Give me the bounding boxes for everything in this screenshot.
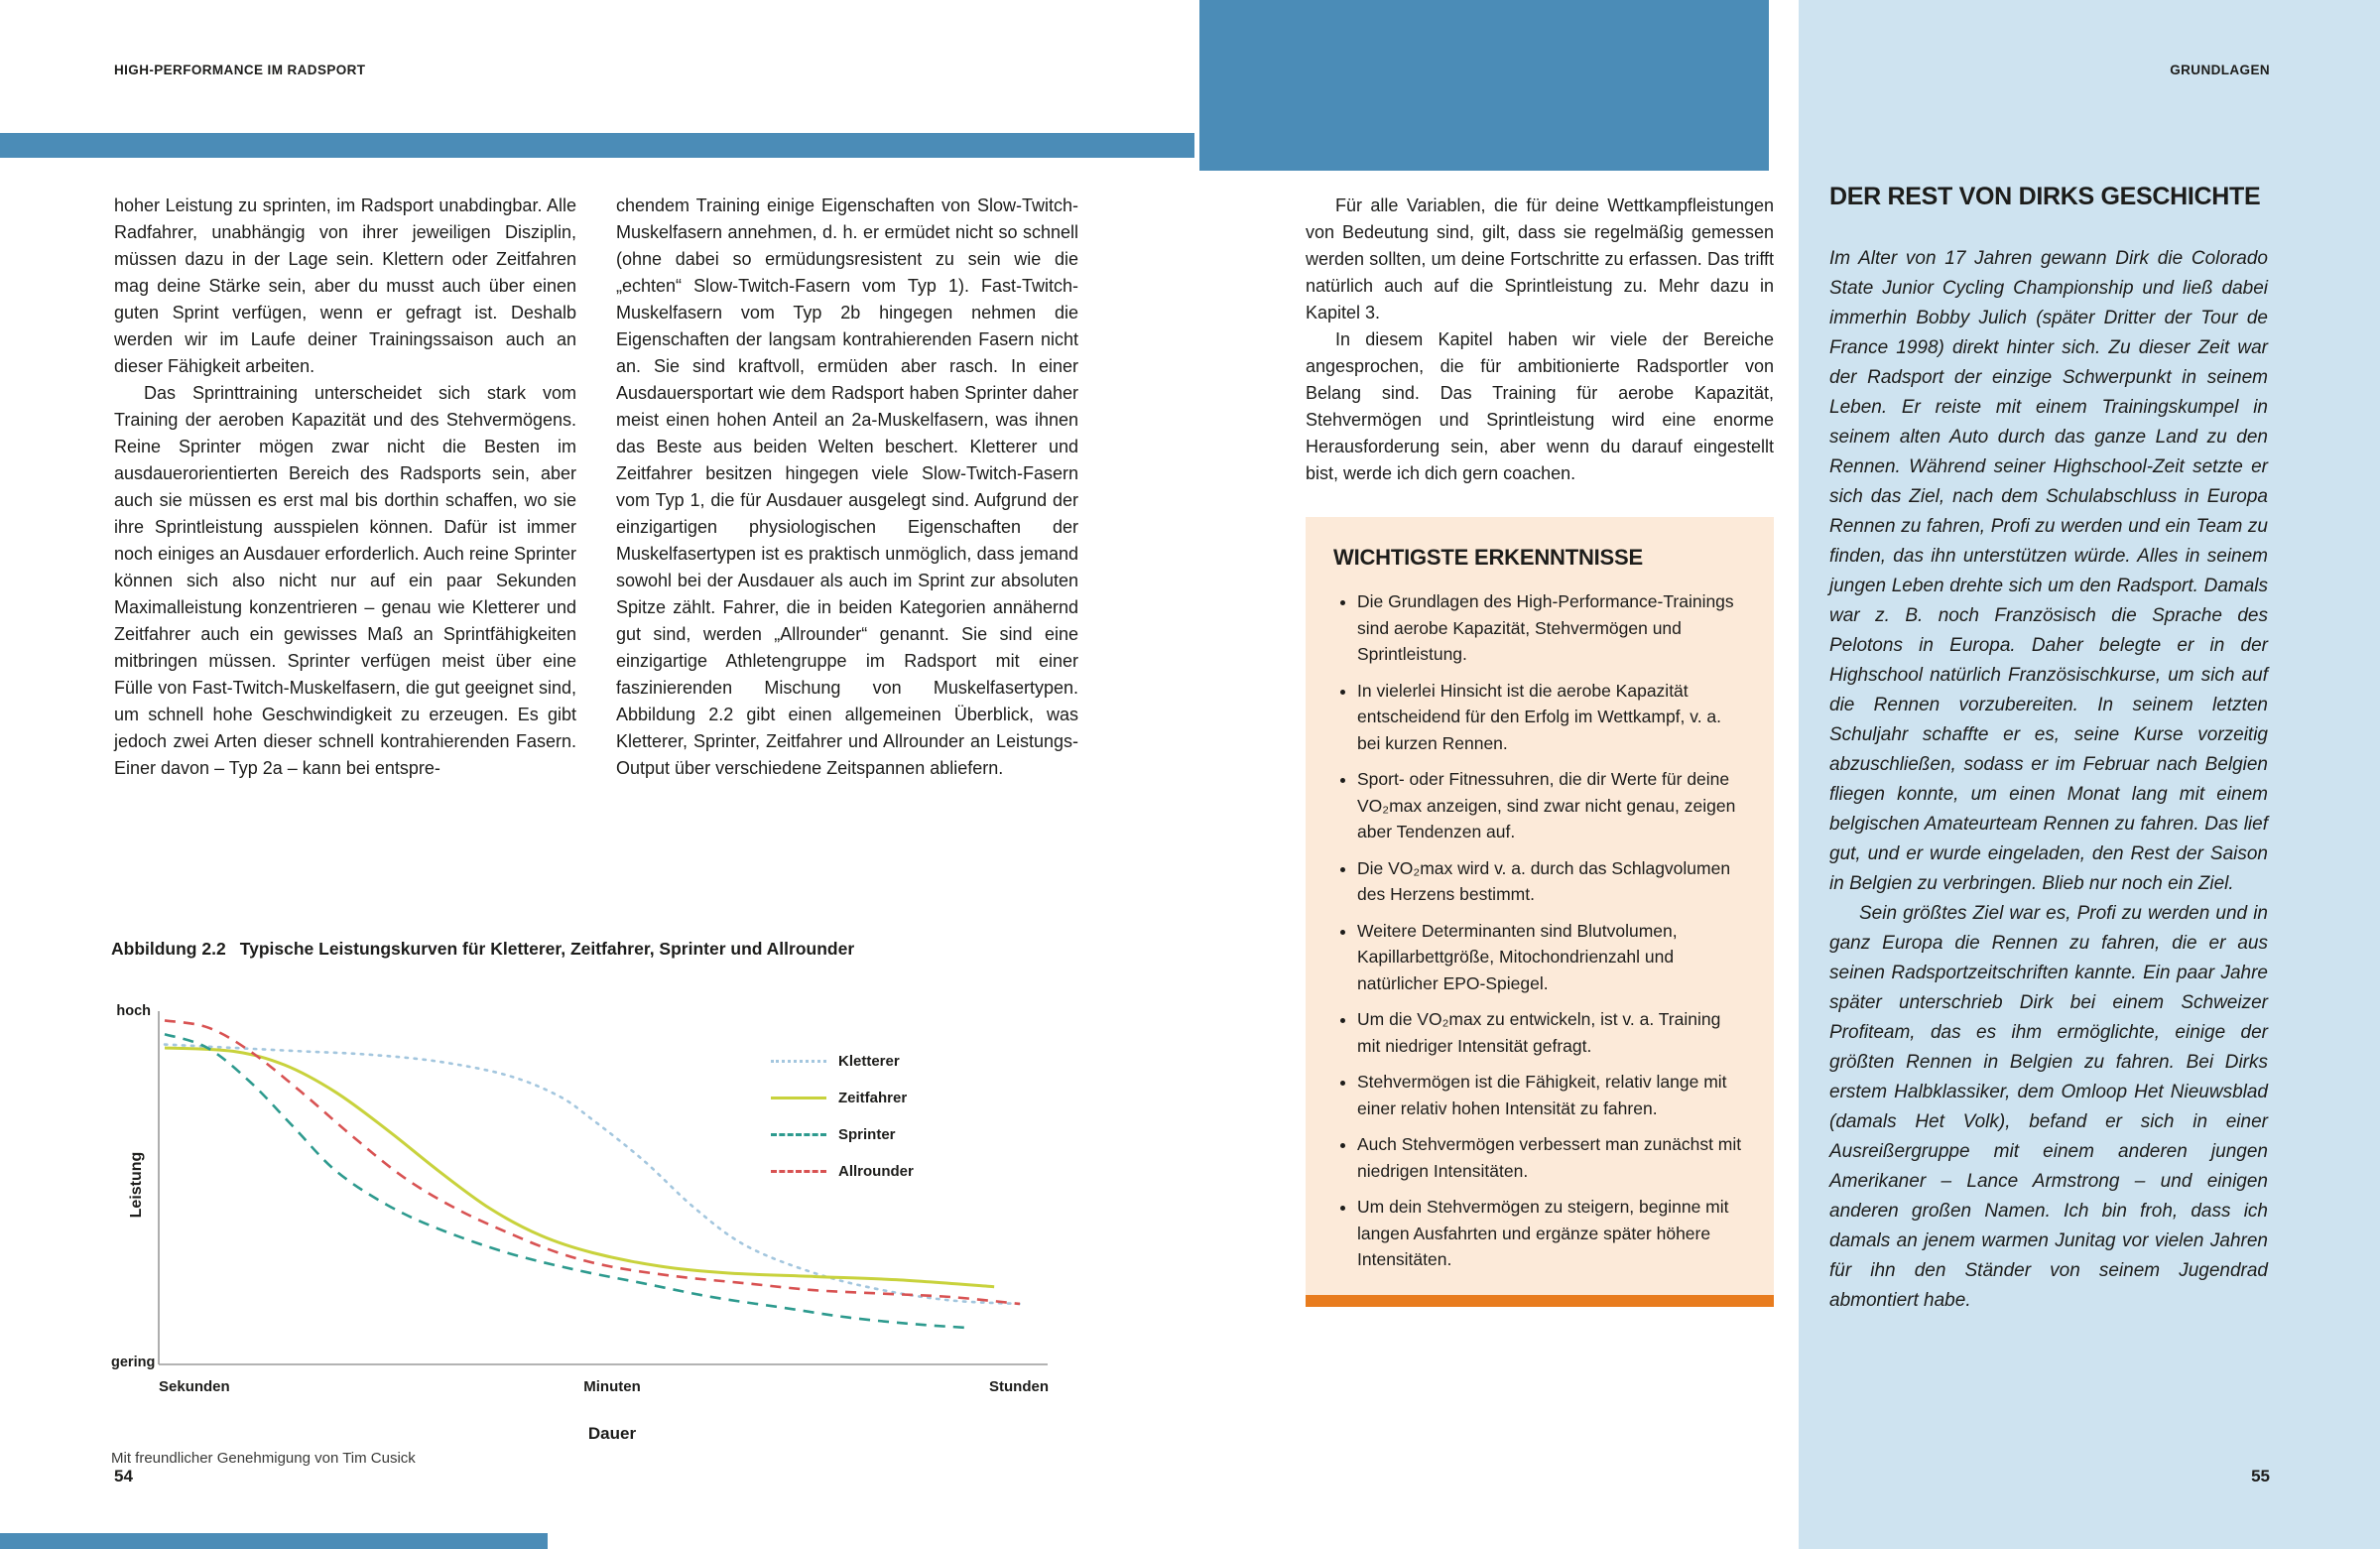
y-axis-label: Leistung <box>128 1151 145 1219</box>
body-paragraph: Das Sprinttraining unterscheidet sich stark vom Training der aeroben Kapazität und des Stehvermögens. Reine Sprinter mögen zwar nicht die Besten im ausdauerorientierten Bereich des Radsports sein, aber auch sie müssen es erst mal bis dorthin schaffen, wo sie ihre Sprintleistung ausspielen können. Dafür ist immer noch einiges an Ausdauer erforderlich. Auch reine Sprinter können sich also nicht nur auf ein paar Sekunden Maximalleistung konzentrieren – genau wie Kletterer und Zeitfahrer auch ein gewisses Maß an Sprintfähigkeiten mitbringen müssen. Sprinter verfügen meist über eine Fülle von Fast-Twitch-Muskelfasern, die gut geeignet sind, um schnell hohe Geschwindigkeit zu erzeugen. Es gibt jedoch zwei Arten dieser schnell kontrahierenden Fasern. Einer davon – Typ 2a – kann bei entspre- <box>114 383 576 778</box>
legend-line-sample <box>771 1060 826 1063</box>
key-takeaway-item: • Um die VO₂max zu entwickeln, ist v. a. Training mit niedriger Intensität gefragt. <box>1357 1006 1746 1059</box>
left-column-1 <box>114 193 576 782</box>
sidebar-paragraph: Im Alter von 17 Jahren gewann Dirk die Colorado State Junior Cycling Championship und ließ dabei immerhin Bobby Julich (später Dritter der Tour de France 1998) direkt hinter sich. Zu dieser Zeit war der Radsport der einzige Schwerpunkt in seinem Leben. Er reiste mit einem Trainingskumpel in seinem alten Auto durch das ganze Land zu den Rennen. Während seiner Highschool-Zeit setzte er sich das Ziel, nach dem Schulabschluss in Europa Rennen zu fahren, Profi zu werden und ein Team zu finden, das ihn unterstützen würde. Alles in seinem jungen Leben drehte sich um den Radsport. Damals war z. B. noch Französisch die Sprache des Pelotons in Europa. Daher belegte er in der Highschool natürlich Französischkurse, um sich auf die Rennen vorzubereiten. In seinem letzten Schuljahr schaffte er es, seine Kurse vorzeitig abzuschließen, sodass er im Februar nach Belgien fliegen konnte, um einen Monat lang mit einem belgischen Amateurteam Rennen zu fahren. Das lief gut, und er wurde eingeladen, den Rest der Saison in Belgien zu verbringen. Blieb nur noch ein Ziel. <box>1829 248 2268 894</box>
sidebar-panel <box>1799 0 2380 1549</box>
right-page-paragraphs <box>1306 193 1774 487</box>
chart-legend <box>771 1043 914 1190</box>
legend-label: Kletterer <box>838 1053 900 1070</box>
sidebar-story <box>1829 244 2268 1316</box>
x-axis-label: Dauer <box>587 1424 637 1443</box>
body-paragraph: Für alle Variablen, die für deine Wettkampfleistungen von Bedeutung sind, gilt, dass sie regelmäßig gemessen werden sollten, um deine Fortschritte zu erfassen. Das trifft natürlich auch auf die Sprintleistung zu. Mehr dazu in Kapitel 3. <box>1306 195 1774 323</box>
legend-label: Sprinter <box>838 1126 896 1143</box>
legend-line-sample <box>771 1097 826 1099</box>
body-paragraph: hoher Leistung zu sprinten, im Radsport unabdingbar. Alle Radfahrer, unabhängig von ihrer jeweiligen Disziplin, müssen dazu in der Lage sein. Klettern oder Zeitfahren mag deine Stärke sein, aber du musst auch über einen guten Sprint verfügen, wenn er gefragt ist. Deshalb werden wir im Laufe deiner Trainingssaison auch an dieser Fähigkeit arbeiten. <box>114 195 576 376</box>
figure-caption-text: Typische Leistungskurven für Kletterer, Zeitfahrer, Sprinter und Allrounder <box>239 939 855 959</box>
key-takeaways-box <box>1306 517 1774 1307</box>
running-head-right: GRUNDLAGEN <box>2170 63 2270 77</box>
body-paragraph: In diesem Kapitel haben wir viele der Bereiche angesprochen, die für ambitionierte Radsportler von Belang sind. Das Training für aerobe Kapazität, Stehvermögen und Sprintleistung wird eine enorme Herausforderung sein, aber wenn du darauf eingestellt bist, werde ich dich gern coachen. <box>1306 329 1774 483</box>
key-takeaway-item: • Weitere Determinanten sind Blutvolumen, Kapillarbettgröße, Mitochondrienzahl und natürlicher EPO-Spiegel. <box>1357 918 1746 997</box>
left-column-2 <box>616 193 1078 782</box>
page-number-left: 54 <box>114 1467 133 1485</box>
y-tick-gering: gering <box>111 1355 156 1370</box>
figure-caption <box>111 939 1113 960</box>
key-takeaway-item: • Sport- oder Fitnessuhren, die dir Werte für deine VO₂max anzeigen, sind zwar nicht genau, zeigen aber Tendenzen auf. <box>1357 766 1746 845</box>
x-tick-stunden: Stunden <box>989 1378 1049 1395</box>
key-takeaway-item: • Um dein Stehvermögen zu steigern, beginne mit langen Ausfahrten und ergänze später höhere Intensitäten. <box>1357 1194 1746 1273</box>
performance-chart <box>111 968 1113 1476</box>
body-paragraph: chendem Training einige Eigenschaften von Slow-Twitch-Muskelfasern annehmen, d. h. er ermüdet nicht so schnell (ohne dabei so ermüdungsresistent zu sein wie die „echten“ Slow-Twitch-Fasern vom Typ 1). Fast-Twitch-Muskelfasern vom Typ 2b hingegen nehmen die Eigenschaften der langsam kontrahierenden Fasern nicht an. Sie sind kraftvoll, ermüden aber rasch. In einer Ausdauersportart wie dem Radsport haben Sprinter daher meist einen hohen Anteil an 2a-Muskelfasern, was ihnen das Beste aus beiden Welten beschert. Kletterer und Zeitfahrer besitzen hingegen viele Slow-Twitch-Fasern vom Typ 1, die für Ausdauer ausgelegt sind. Aufgrund der einzigartigen physiologischen Eigenschaften der Muskelfasertypen ist es praktisch unmöglich, dass jemand sowohl bei der Ausdauer als auch im Sprint zur absoluten Spitze zählt. Fahrer, die in beiden Kategorien annähernd gut sind, werden „Allrounder“ genannt. Sie sind eine einzigartige Athletengruppe im Radsport mit einer faszinierenden Mischung von Muskelfasertypen. Abbildung 2.2 gibt einen allgemeinen Überblick, was Kletterer, Sprinter, Zeitfahrer und Allrounder an Leistungs-Output über verschiedene Zeitspannen abliefern. <box>616 195 1078 778</box>
key-takeaway-item: • Stehvermögen ist die Fähigkeit, relativ lange mit einer relativ hohen Intensität zu fahren. <box>1357 1069 1746 1121</box>
legend-item-allrounder <box>771 1153 914 1190</box>
page-number-right: 55 <box>2251 1467 2270 1485</box>
figure-2-2 <box>111 939 1113 1476</box>
legend-line-sample <box>771 1133 826 1136</box>
legend-item-sprinter <box>771 1116 914 1153</box>
key-takeaway-item: • In vielerlei Hinsicht ist die aerobe Kapazität entscheidend für den Erfolg im Wettkampf, v. a. bei kurzen Rennen. <box>1357 678 1746 757</box>
running-head-left: HIGH-PERFORMANCE IM RADSPORT <box>114 63 366 77</box>
x-tick-sekunden: Sekunden <box>159 1378 230 1395</box>
figure-caption-label: Abbildung 2.2 <box>111 939 226 959</box>
key-takeaways-list <box>1333 588 1746 1273</box>
sidebar-paragraph: Sein größtes Ziel war es, Profi zu werden und in ganz Europa die Rennen zu fahren, die er aus seinen Radsportzeitschriften kannte. Ein paar Jahre später unterschrieb Dirk bei einem Schweizer Profiteam, das es ihm ermöglichte, einige der größten Rennen in Belgien zu fahren. Bei Dirks erstem Halbklassiker, dem Omloop Het Nieuwsblad (damals Het Volk), befand er sich in einer Ausreißergruppe mit einem anderen jungen Amerikaner – Lance Armstrong – und einigen anderen großen Namen. Ich bin froh, dass ich damals an jenem warmen Junitag vor vielen Jahren für ihn den Ständer von seinem Jugendrad abmontiert habe. <box>1829 903 2268 1311</box>
x-tick-minuten: Minuten <box>583 1378 641 1395</box>
legend-label: Allrounder <box>838 1163 914 1180</box>
key-takeaways-title: WICHTIGSTE ERKENNTNISSE <box>1333 545 1643 570</box>
sidebar-title: DER REST VON DIRKS GESCHICHTE <box>1829 183 2261 210</box>
legend-item-zeitfahrer <box>771 1080 914 1116</box>
right-page-column <box>1306 193 1774 1307</box>
key-takeaway-item: • Auch Stehvermögen verbessert man zunächst mit niedrigen Intensitäten. <box>1357 1131 1746 1184</box>
bottom-left-color-bar <box>0 1533 548 1549</box>
figure-credit: Mit freundlicher Genehmigung von Tim Cusick <box>111 1450 416 1467</box>
y-tick-hoch: hoch <box>116 1003 151 1019</box>
right-page-color-block <box>1199 0 1769 171</box>
legend-line-sample <box>771 1170 826 1173</box>
legend-item-kletterer <box>771 1043 914 1080</box>
left-page-columns <box>114 193 1078 782</box>
performance-chart-svg <box>157 1007 1050 1370</box>
key-takeaway-item: • Die VO₂max wird v. a. durch das Schlagvolumen des Herzens bestimmt. <box>1357 855 1746 908</box>
legend-label: Zeitfahrer <box>838 1090 908 1106</box>
key-takeaway-item: • Die Grundlagen des High-Performance-Trainings sind aerobe Kapazität, Stehvermögen und Sprintleistung. <box>1357 588 1746 668</box>
left-page-color-band <box>0 133 1194 158</box>
